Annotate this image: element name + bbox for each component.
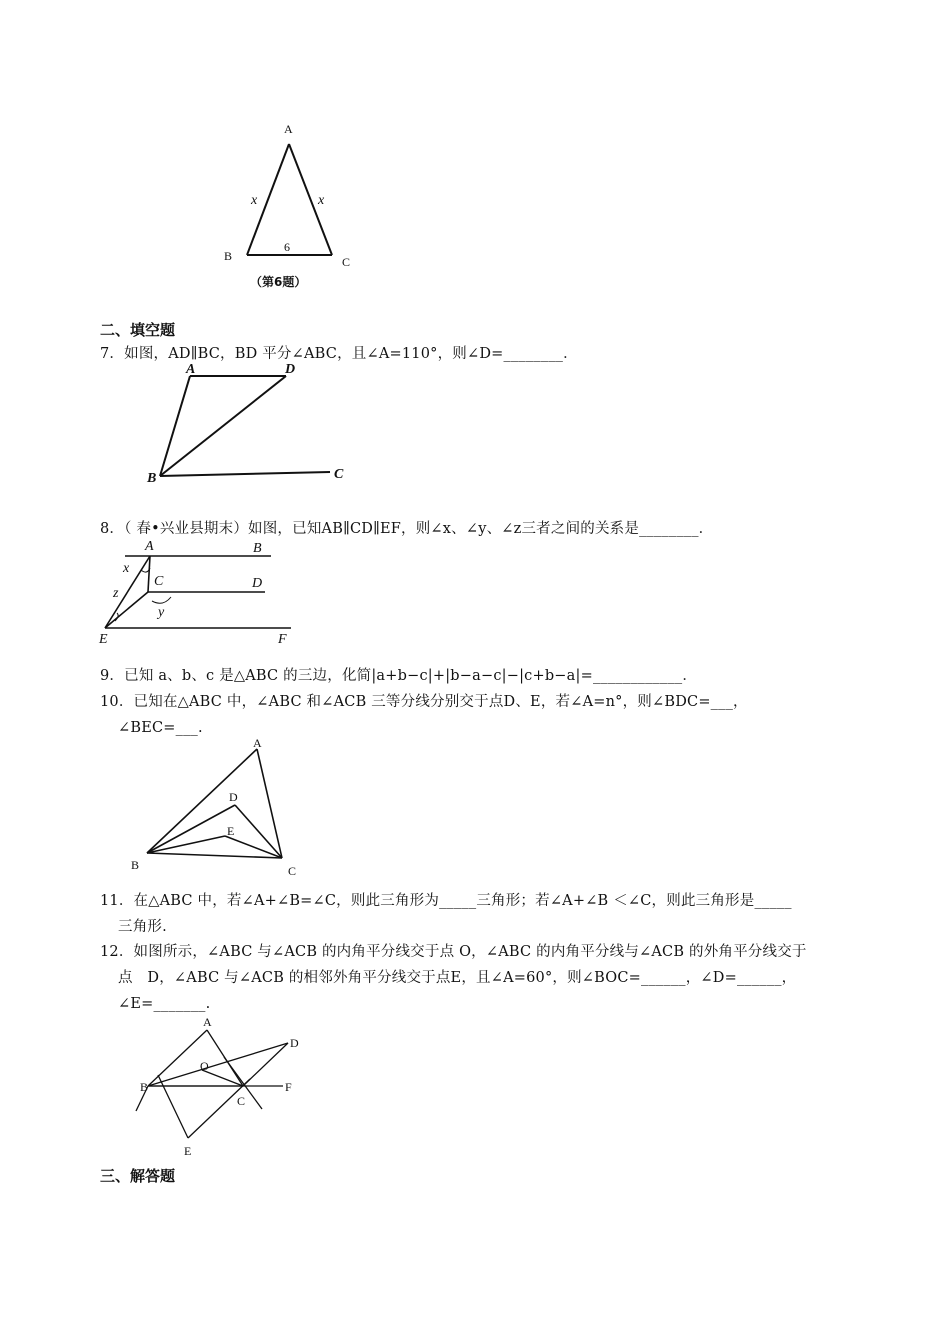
point-label-a: A xyxy=(145,539,154,554)
section-heading-solve: 三、解答题 xyxy=(100,1167,176,1185)
side-label-right: x xyxy=(318,193,325,208)
point-label-c: C xyxy=(154,574,164,589)
figure-caption: （第6题） xyxy=(250,275,307,289)
vertex-label-d: D xyxy=(285,362,296,377)
point-label-e: E xyxy=(99,632,108,647)
vertex-label-b: B xyxy=(224,249,233,263)
question-11-line1: 11．在△ABC 中，若∠A+∠B=∠C，则此三角形为_____三角形；若∠A+∠B ＜∠C，则此三角形是_____ xyxy=(100,893,792,909)
section-heading-fill-in: 二、填空题 xyxy=(100,321,176,339)
point-label-b: B xyxy=(253,541,262,556)
point-label-f: F xyxy=(285,1080,292,1094)
vertex-label-b: B xyxy=(140,1080,149,1094)
question-8-text: 8．（ 春•兴业县期末）如图，已知AB∥CD∥EF，则∠x、∠y、∠z三者之间的关系是________． xyxy=(100,521,714,537)
question-10-line2: ∠BEC=___. xyxy=(118,720,203,736)
point-label-e: E xyxy=(184,1144,192,1158)
question-12-line2: 点 D，∠ABC 与∠ACB 的相邻外角平分线交于点E，且∠A=60°，则∠BOC=______，∠D=______， xyxy=(118,970,797,986)
figure-q12-angle-bisectors xyxy=(130,1013,315,1163)
figure-q8-parallel-lines xyxy=(95,537,300,647)
vertex-label-c: C xyxy=(334,467,344,482)
point-label-e: E xyxy=(227,824,235,838)
vertex-label-c: C xyxy=(342,255,351,269)
side-label-left: x xyxy=(251,193,258,208)
vertex-label-a: A xyxy=(203,1015,212,1029)
vertex-label-a: A xyxy=(284,122,293,136)
question-7-text: 7．如图，AD∥BC，BD 平分∠ABC，且∠A=110°，则∠D=________． xyxy=(100,346,578,362)
vertex-label-b: B xyxy=(147,471,157,486)
base-label: 6 xyxy=(284,240,290,254)
point-label-d: D xyxy=(252,576,263,591)
figure-q6-isosceles-triangle xyxy=(220,118,360,290)
vertex-label-c: C xyxy=(288,864,297,878)
point-label-o: O xyxy=(200,1059,209,1073)
question-11-line2: 三角形. xyxy=(118,919,167,935)
point-label-d: D xyxy=(229,790,238,804)
vertex-label-a: A xyxy=(253,736,262,750)
point-label-f: F xyxy=(278,632,287,647)
angle-label-x: x xyxy=(123,561,130,576)
vertex-label-c: C xyxy=(237,1094,246,1108)
question-9-text: 9．已知 a、b、c 是△ABC 的三边，化简|a+b−c|+|b−a−c|−|c+b−a|=____________． xyxy=(100,668,698,684)
figure-q10-trisectors xyxy=(125,733,310,883)
question-12-line1: 12．如图所示，∠ABC 与∠ACB 的内角平分线交于点 O，∠ABC 的内角平分线与∠ACB 的外角平分线交于 xyxy=(100,944,807,960)
angle-label-y: y xyxy=(158,605,165,620)
vertex-label-a: A xyxy=(186,362,196,377)
question-10-line1: 10．已知在△ABC 中，∠ABC 和∠ACB 三等分线分别交于点D、E，若∠A=n°，则∠BDC=___， xyxy=(100,694,748,710)
point-label-d: D xyxy=(290,1036,299,1050)
angle-label-z: z xyxy=(113,586,119,601)
question-12-line3: ∠E=_______. xyxy=(118,996,211,1012)
vertex-label-b: B xyxy=(131,858,140,872)
figure-q7-quadrilateral xyxy=(140,358,360,488)
